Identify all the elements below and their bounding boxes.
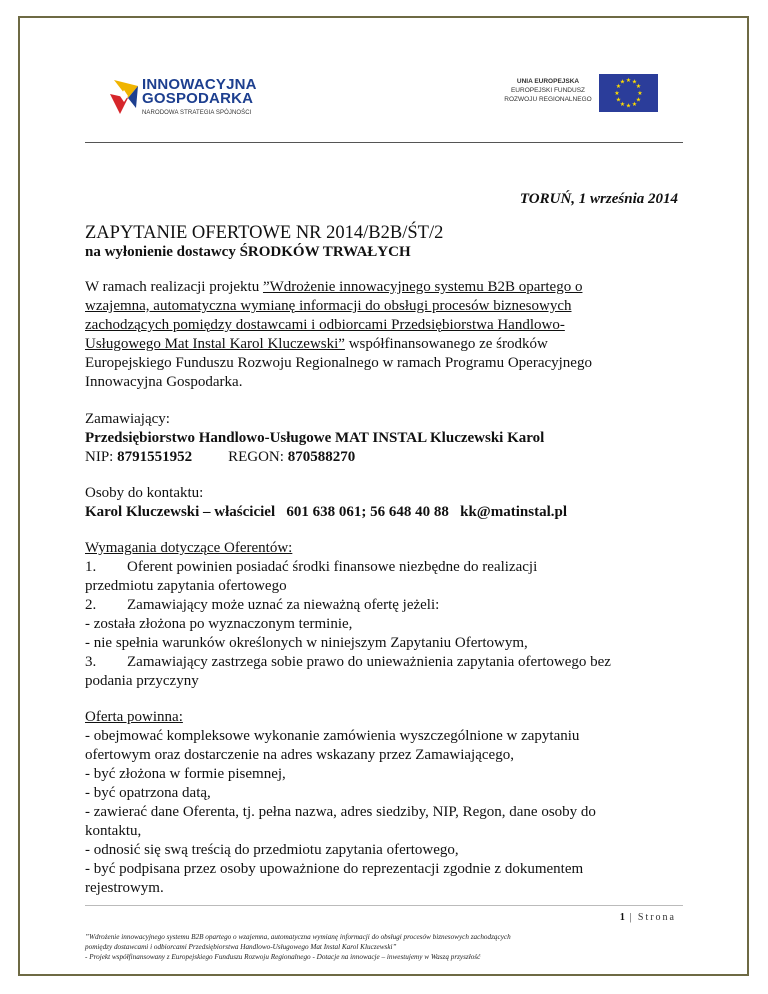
- zamawiajacy-ids: [85, 448, 355, 467]
- regon-value: 870588270: [287, 449, 356, 465]
- wymagania-line-4: - została złożona po wyznaczonym terminie,: [85, 616, 353, 632]
- svg-text:★: ★: [615, 83, 622, 90]
- svg-text:★: ★: [631, 78, 638, 86]
- wymagania-line-2: przedmiotu zapytania ofertowego: [85, 578, 287, 594]
- page-number-value: 1: [619, 912, 625, 923]
- item-text: Oferent powinien posiadać środki finansowe niezbędne do realizacji: [127, 559, 538, 575]
- item-text: Zamawiający może uznać za nieważną ofertę jeżeli:: [127, 597, 440, 613]
- oferta-line: - obejmować kompleksowe wykonanie zamówienia wyszczególnione w zapytaniu: [85, 728, 580, 744]
- nip-label: NIP:: [85, 449, 118, 465]
- item-number: 1.: [85, 559, 97, 575]
- ue-line3: ROZWOJU REGIONALNEGO: [504, 96, 592, 103]
- page-number: [620, 912, 676, 923]
- item-number: 3.: [85, 654, 97, 670]
- document-title: ZAPYTANIE OFERTOWE NR 2014/B2B/ŚT/2: [85, 223, 444, 243]
- zamawiajacy-name: Przedsiębiorstwo Handlowo-Usługowe MAT INSTAL Kluczewski Karol: [85, 430, 545, 446]
- wymagania-item-2: [85, 596, 439, 615]
- svg-text:★: ★: [625, 102, 632, 110]
- ig-line2: GOSPODARKA: [142, 90, 254, 107]
- item-text: Zamawiający zastrzega sobie prawo do unieważnienia zapytania ofertowego bez: [127, 654, 611, 670]
- footer-line-1: ”Wdrożenie innowacyjnego systemu B2B opartego o wzajemna, automatyczna wymianę informacji do obsługi procesów biznesowych zachodzących: [85, 933, 511, 941]
- project-name-part: ”Wdrożenie innowacyjnego systemu B2B opartego o: [262, 279, 583, 295]
- project-name-end: Usługowego Mat Instal Karol Kluczewski”: [85, 336, 345, 352]
- svg-text:★: ★: [635, 83, 642, 90]
- eu-flag-icon: [599, 74, 658, 112]
- wymagania-item-1: [85, 558, 537, 577]
- innowacyjna-gospodarka-logo: [108, 72, 283, 132]
- footer-line-3: - Projekt współfinansowany z Europejskiego Funduszu Rozwoju Regionalnego - Dotacje na innowacje – inwestujemy w Waszą przyszłość: [85, 953, 481, 961]
- header-divider: [85, 142, 683, 143]
- footer-line-2: pomiędzy dostawcami i odbiorcami Przedsiębiorstwa Handlowo-Usługowego Mat Instal Karol Kluczewski”: [85, 943, 397, 951]
- intro-line-6: Innowacyjna Gospodarka.: [85, 374, 243, 390]
- svg-text:★: ★: [625, 77, 632, 84]
- wymagania-line-5: - nie spełnia warunków określonych w niniejszym Zapytaniu Ofertowym,: [85, 635, 528, 651]
- oferta-line: rejestrowym.: [85, 880, 164, 896]
- regon-label: REGON:: [228, 449, 288, 465]
- svg-text:★: ★: [615, 96, 622, 104]
- oferta-line: - zawierać dane Oferenta, tj. pełna nazwa, adres siedziby, NIP, Regon, dane osoby do: [85, 804, 596, 820]
- wymagania-heading: Wymagania dotyczące Oferentów:: [85, 540, 293, 556]
- intro-text: współfinansowanego ze środków: [344, 336, 548, 352]
- intro-line-1: [85, 278, 582, 297]
- oferta-line: - być złożona w formie pisemnej,: [85, 766, 286, 782]
- oferta-heading: Oferta powinna:: [85, 709, 183, 725]
- zamawiajacy-label: Zamawiający:: [85, 411, 170, 427]
- intro-line-5: Europejskiego Funduszu Rozwoju Regionalnego w ramach Programu Operacyjnego: [85, 355, 592, 371]
- intro-line-3: zachodzących pomiędzy dostawcami i odbiorcami Przedsiębiorstwa Handlowo-: [85, 317, 565, 333]
- ig-star-icon: [108, 76, 140, 116]
- svg-text:★: ★: [637, 90, 643, 97]
- svg-text:★: ★: [614, 90, 620, 97]
- kontakt-label: Osoby do kontaktu:: [85, 485, 204, 501]
- svg-text:★: ★: [619, 78, 626, 86]
- oferta-line: kontaktu,: [85, 823, 142, 839]
- ig-tagline: NARODOWA STRATEGIA SPÓJNOŚCI: [142, 110, 252, 116]
- intro-line-4: [85, 335, 548, 354]
- svg-text:★: ★: [635, 96, 642, 104]
- oferta-line: - być podpisana przez osoby upoważnione do reprezentacji zgodnie z dokumentem: [85, 861, 584, 877]
- intro-text: W ramach realizacji projektu: [85, 279, 263, 295]
- footer-divider: [85, 905, 683, 906]
- eu-logo: [498, 74, 662, 112]
- intro-line-2: wzajemna, automatyczna wymianę informacji do obsługi procesów biznesowych: [85, 298, 572, 314]
- ue-line1: UNIA EUROPEJSKA: [516, 78, 580, 85]
- wymagania-item-3: [85, 653, 611, 672]
- page-label: Strona: [637, 912, 676, 923]
- svg-text:★: ★: [619, 101, 626, 108]
- page-separator: |: [624, 912, 638, 923]
- oferta-line: - odnosić się swą treścią do przedmiotu zapytania ofertowego,: [85, 842, 459, 858]
- item-number: 2.: [85, 597, 97, 613]
- ue-line2: EUROPEJSKI FUNDUSZ: [510, 87, 586, 94]
- svg-text:★: ★: [631, 101, 638, 108]
- kontakt-person: Karol Kluczewski – właściciel 601 638 061; 56 648 40 88 kk@matinstal.pl: [85, 504, 568, 520]
- document-subtitle: na wyłonienie dostawcy ŚRODKÓW TRWAŁYCH: [85, 244, 411, 260]
- document-date: TORUŃ, 1 września 2014: [519, 191, 678, 207]
- wymagania-line-7: podania przyczyny: [85, 673, 199, 689]
- ig-line1: INNOWACYJNA: [142, 76, 257, 93]
- oferta-line: - być opatrzona datą,: [85, 785, 211, 801]
- oferta-line: ofertowym oraz dostarczenie na adres wskazany przez Zamawiającego,: [85, 747, 514, 763]
- nip-value: 8791551952: [117, 449, 193, 465]
